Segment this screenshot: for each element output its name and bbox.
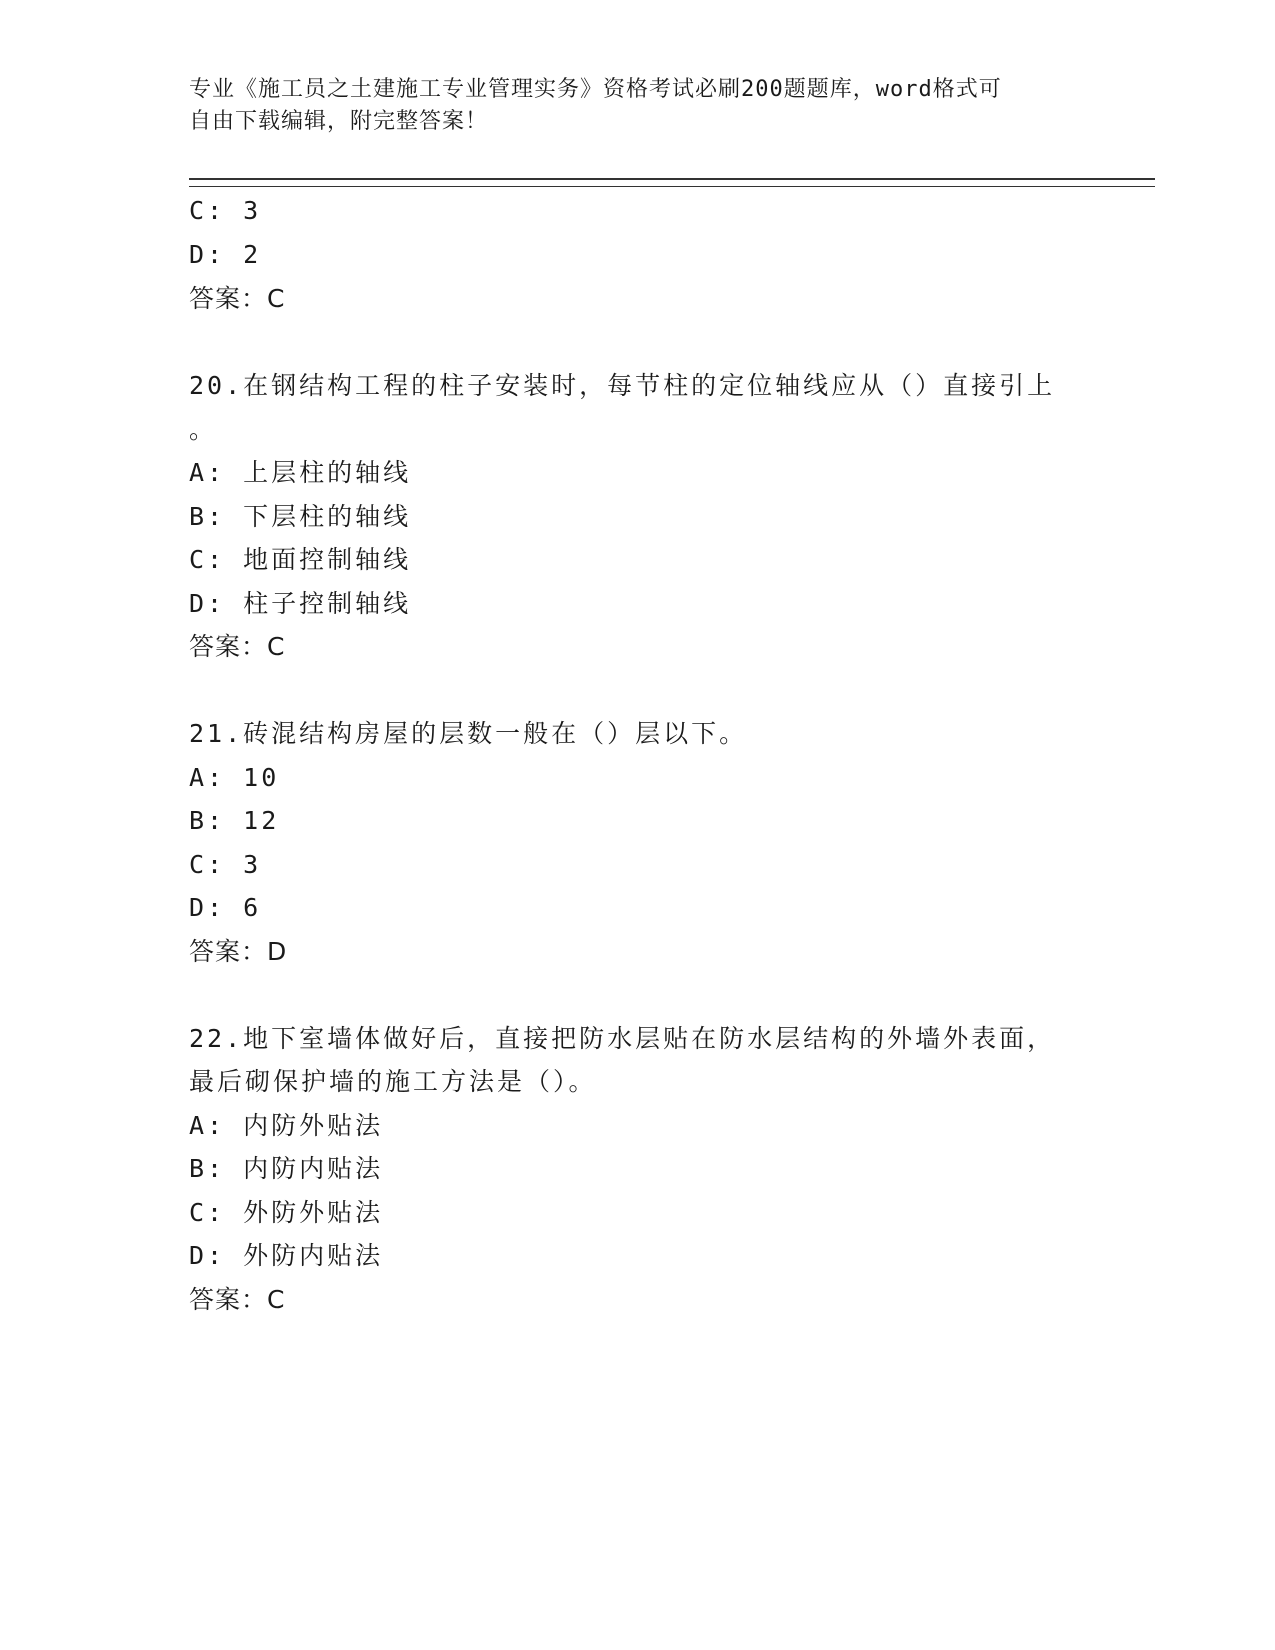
- question-22-stem-continued: 最后砌保护墙的施工方法是（）。: [189, 1067, 597, 1096]
- question-22-option-c: C: 外防外贴法: [189, 1198, 384, 1227]
- header-divider: [189, 178, 1155, 187]
- question-21-stem: 21.砖混结构房屋的层数一般在（）层以下。: [189, 719, 748, 748]
- question-21-option-b: B: 12: [189, 806, 280, 835]
- question-20-option-a: A: 上层柱的轴线: [189, 458, 412, 487]
- question-22-option-d: D: 外防内贴法: [189, 1241, 384, 1270]
- header-title-line-2: 自由下载编辑，附完整答案！: [189, 109, 489, 134]
- question-20-stem-continued: 。: [189, 415, 218, 444]
- question-20-stem: 20.在钢结构工程的柱子安装时，每节柱的定位轴线应从（）直接引上: [189, 371, 1056, 400]
- question-20-option-c: C: 地面控制轴线: [189, 545, 412, 574]
- question-20-option-d: D: 柱子控制轴线: [189, 589, 412, 618]
- question-20-answer: 答案：C: [189, 632, 286, 661]
- question-22-option-b: B: 内防内贴法: [189, 1154, 384, 1183]
- question-21-option-a: A: 10: [189, 763, 280, 792]
- question-22-stem: 22.地下室墙体做好后，直接把防水层贴在防水层结构的外墙外表面，: [189, 1024, 1056, 1053]
- question-21-option-c: C: 3: [189, 850, 262, 879]
- header-title-line-1: 专业《施工员之土建施工专业管理实务》资格考试必刷200题题库，word格式可: [189, 77, 1002, 102]
- option-d: D: 2: [189, 240, 262, 269]
- question-22-answer: 答案：C: [189, 1285, 286, 1314]
- answer-line: 答案：C: [189, 284, 286, 313]
- option-c: C: 3: [189, 196, 262, 225]
- question-22-option-a: A: 内防外贴法: [189, 1111, 384, 1140]
- question-20-option-b: B: 下层柱的轴线: [189, 502, 412, 531]
- question-21-option-d: D: 6: [189, 893, 262, 922]
- page-header: [189, 74, 1089, 138]
- question-21-answer: 答案：D: [189, 937, 288, 966]
